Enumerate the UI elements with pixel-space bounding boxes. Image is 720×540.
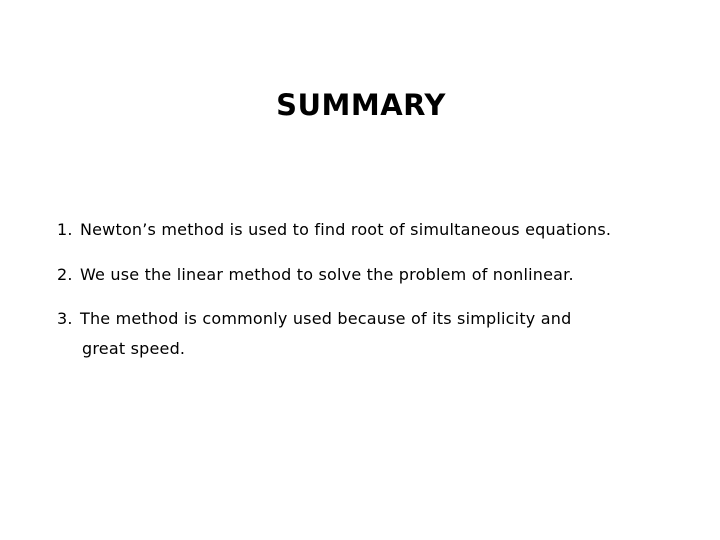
list-item-number: 3.: [57, 309, 73, 328]
list-item: [57, 220, 611, 239]
slide-title: SUMMARY: [276, 88, 446, 122]
list-item: [57, 265, 574, 284]
list-item-number: 2.: [57, 265, 73, 284]
list-item-text: The method is commonly used because of its simplicity and: [79, 309, 572, 328]
list-item: [57, 309, 571, 328]
list-item-number: 1.: [57, 220, 73, 239]
list-item-continuation: great speed.: [82, 339, 186, 358]
list-item-text: We use the linear method to solve the problem of nonlinear.: [79, 265, 574, 284]
list-item-text: Newton’s method is used to find root of simultaneous equations.: [79, 220, 612, 239]
